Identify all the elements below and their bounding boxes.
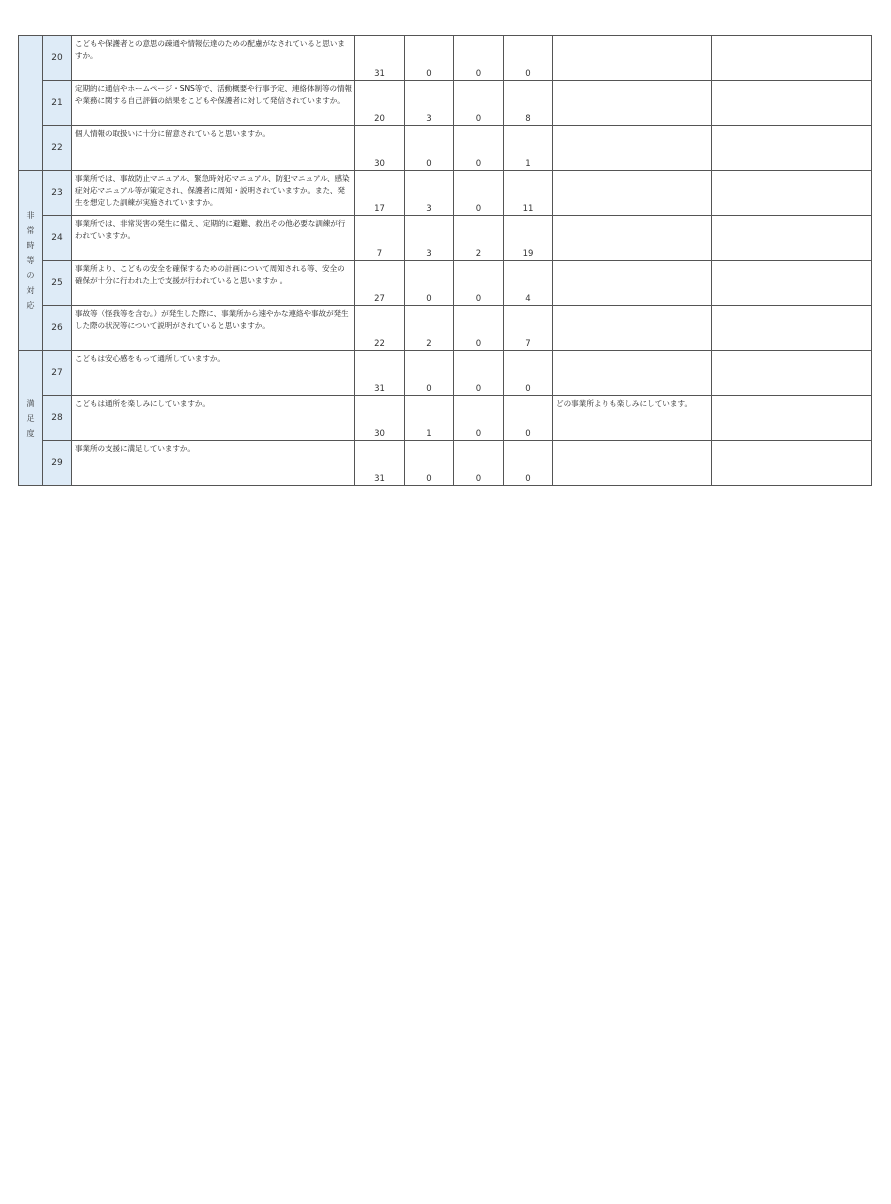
comment-cell — [553, 171, 712, 216]
table-row — [19, 261, 872, 306]
count-yes: 30 — [355, 396, 405, 441]
question-text: こどもは安心感をもって通所していますか。 — [72, 351, 355, 396]
note-cell — [712, 396, 872, 441]
count-yes: 20 — [355, 81, 405, 126]
question-text: 事業所より、こどもの安全を確保するための計画について周知される等、安全の確保が十分に行われた上で支援が行われていると思いますか 。 — [72, 261, 355, 306]
count-unknown: 4 — [504, 261, 553, 306]
count-yes: 22 — [355, 306, 405, 351]
comment-cell — [553, 81, 712, 126]
comment-cell — [553, 126, 712, 171]
count-no: 0 — [454, 36, 504, 81]
question-number: 29 — [43, 441, 72, 486]
count-unknown: 0 — [504, 396, 553, 441]
count-neutral: 2 — [405, 306, 454, 351]
category-satisfaction: 満 足 度 — [19, 351, 43, 486]
comment-cell — [553, 306, 712, 351]
note-cell — [712, 36, 872, 81]
count-neutral: 0 — [405, 441, 454, 486]
table-row — [19, 171, 872, 216]
comment-cell: どの事業所よりも楽しみにしています。 — [553, 396, 712, 441]
table-row — [19, 126, 872, 171]
comment-cell — [553, 441, 712, 486]
question-text: 事業所では、非常災害の発生に備え、定期的に避難、救出その他必要な訓練が行われていますか。 — [72, 216, 355, 261]
note-cell — [712, 261, 872, 306]
count-neutral: 0 — [405, 351, 454, 396]
table-row — [19, 81, 872, 126]
count-neutral: 1 — [405, 396, 454, 441]
question-text: 事業所の支援に満足していますか。 — [72, 441, 355, 486]
count-yes: 31 — [355, 441, 405, 486]
question-number: 27 — [43, 351, 72, 396]
count-neutral: 3 — [405, 81, 454, 126]
count-no: 0 — [454, 396, 504, 441]
count-unknown: 19 — [504, 216, 553, 261]
count-neutral: 0 — [405, 126, 454, 171]
note-cell — [712, 306, 872, 351]
count-unknown: 1 — [504, 126, 553, 171]
question-number: 28 — [43, 396, 72, 441]
count-neutral: 3 — [405, 171, 454, 216]
note-cell — [712, 81, 872, 126]
note-cell — [712, 126, 872, 171]
question-text: こどもは通所を楽しみにしていますか。 — [72, 396, 355, 441]
note-cell — [712, 351, 872, 396]
question-text: 事故等（怪我等を含む。）が発生した際に、事業所から速やかな連絡や事故が発生した際の状況等について説明がされていると思いますか。 — [72, 306, 355, 351]
comment-cell — [553, 351, 712, 396]
question-text: 個人情報の取扱いに十分に留意されていると思いますか。 — [72, 126, 355, 171]
comment-cell — [553, 261, 712, 306]
note-cell — [712, 171, 872, 216]
count-yes: 7 — [355, 216, 405, 261]
question-number: 23 — [43, 171, 72, 216]
question-number: 26 — [43, 306, 72, 351]
count-yes: 30 — [355, 126, 405, 171]
count-no: 0 — [454, 351, 504, 396]
count-no: 0 — [454, 126, 504, 171]
count-neutral: 0 — [405, 36, 454, 81]
survey-table — [18, 35, 872, 486]
count-yes: 31 — [355, 36, 405, 81]
count-no: 0 — [454, 171, 504, 216]
question-number: 24 — [43, 216, 72, 261]
note-cell — [712, 216, 872, 261]
count-unknown: 0 — [504, 441, 553, 486]
category-cell-continued — [19, 36, 43, 171]
count-unknown: 11 — [504, 171, 553, 216]
count-no: 0 — [454, 441, 504, 486]
question-number: 21 — [43, 81, 72, 126]
table-row — [19, 351, 872, 396]
count-no: 0 — [454, 81, 504, 126]
comment-cell — [553, 36, 712, 81]
question-text: 事業所では、事故防止マニュアル、緊急時対応マニュアル、防犯マニュアル、感染症対応マニュアル等が策定され、保護者に周知・説明されていますか。また、発生を想定した訓練が実施されていますか。 — [72, 171, 355, 216]
note-cell — [712, 441, 872, 486]
count-no: 2 — [454, 216, 504, 261]
count-yes: 27 — [355, 261, 405, 306]
question-number: 20 — [43, 36, 72, 81]
count-no: 0 — [454, 306, 504, 351]
question-number: 25 — [43, 261, 72, 306]
table-row — [19, 36, 872, 81]
table-row — [19, 396, 872, 441]
count-no: 0 — [454, 261, 504, 306]
count-yes: 17 — [355, 171, 405, 216]
table-row — [19, 306, 872, 351]
category-emergency: 非 常 時 等 の 対 応 — [19, 171, 43, 351]
question-text: 定期的に通信やホームページ・SNS等で、活動概要や行事予定、連絡体制等の情報や業務に関する自己評価の結果をこどもや保護者に対して発信されていますか。 — [72, 81, 355, 126]
count-neutral: 0 — [405, 261, 454, 306]
count-unknown: 0 — [504, 36, 553, 81]
count-unknown: 0 — [504, 351, 553, 396]
table-row — [19, 216, 872, 261]
count-neutral: 3 — [405, 216, 454, 261]
count-unknown: 8 — [504, 81, 553, 126]
count-unknown: 7 — [504, 306, 553, 351]
question-number: 22 — [43, 126, 72, 171]
table-row — [19, 441, 872, 486]
comment-cell — [553, 216, 712, 261]
question-text: こどもや保護者との意思の疎通や情報伝達のための配慮がなされていると思いますか。 — [72, 36, 355, 81]
count-yes: 31 — [355, 351, 405, 396]
